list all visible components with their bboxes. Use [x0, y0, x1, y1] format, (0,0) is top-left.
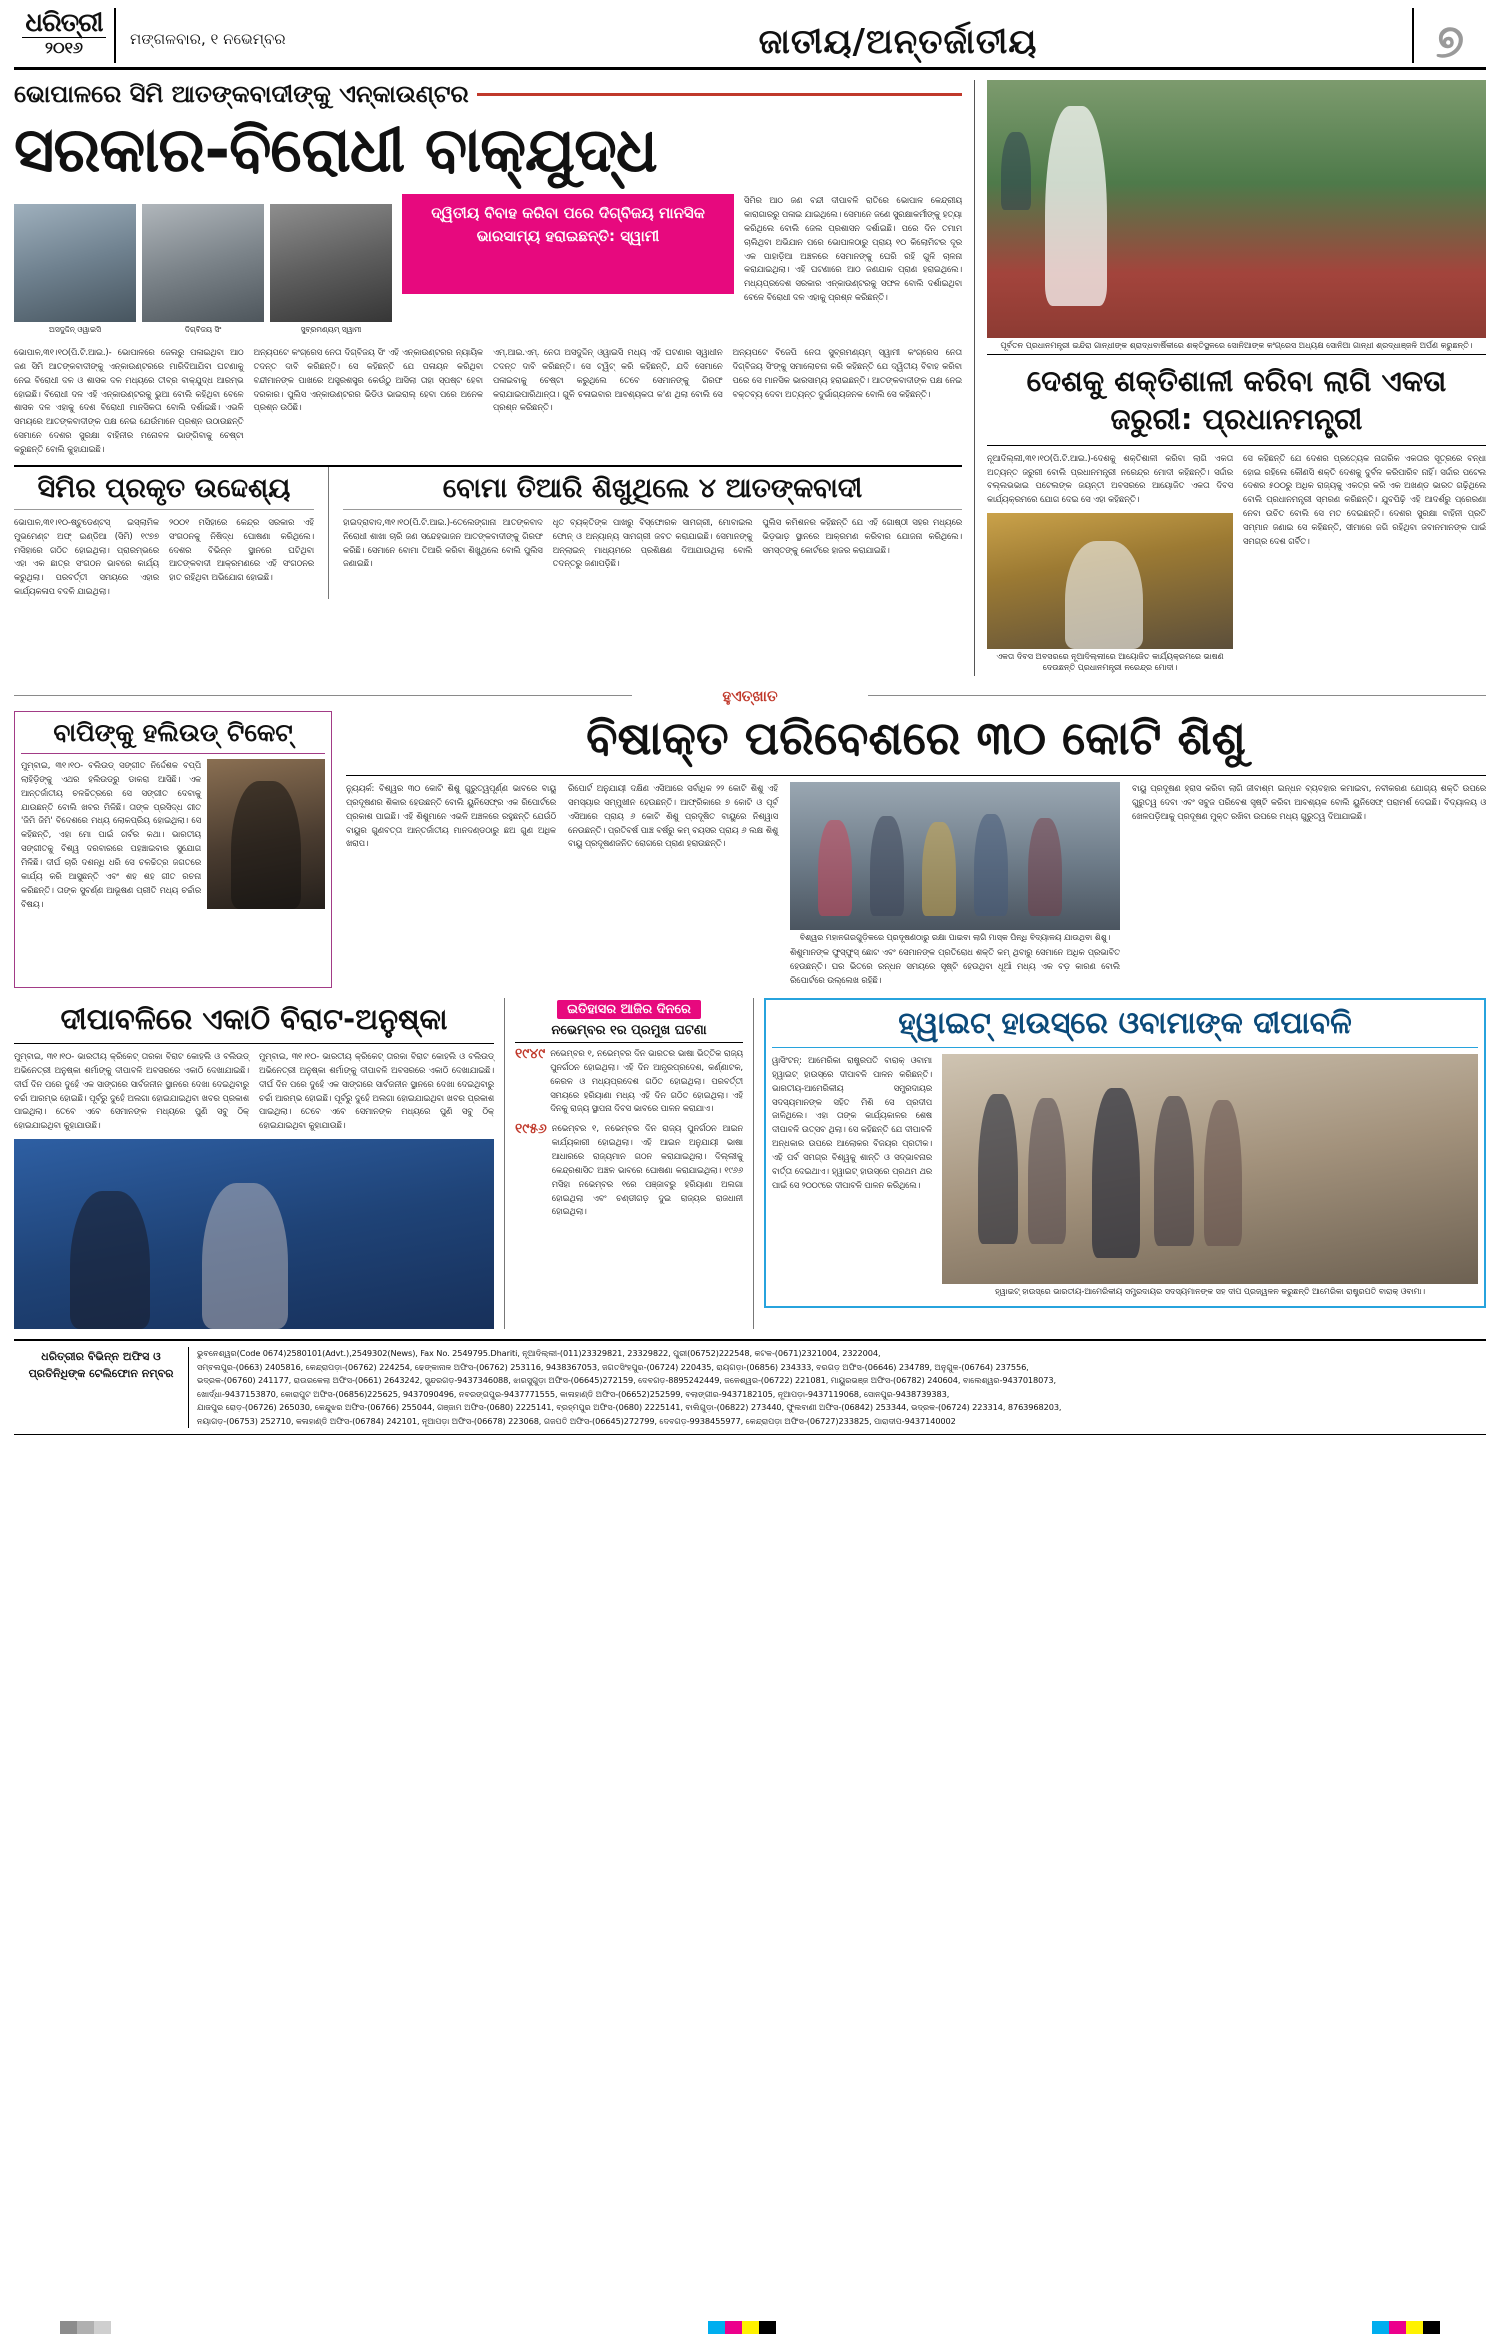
lead-mid-column: ସିମିର ଆଠ ଜଣ ବନ୍ଦୀ ଦୀପାବଳି ରାତିରେ ଭୋପାଳ କେନ୍ଦ୍ରୀୟ କାରାଗାରରୁ ପଳାଇ ଯାଇଥିଲେ। ସେମାନେ ଜଣେ ସୁରକ୍ଷାକର୍ମୀଙ୍କୁ ହତ୍ୟା କରିଥିଲେ ବୋଲି ଜେଲ ପ୍ରଶାସନ ଦର୍ଶାଇଛି। ପରେ ଦିନ ତମାମ ଚାଲିଥିବା ଅଭିଯାନ ପରେ ଭୋପାଳଠାରୁ ପ୍ରାୟ ୧୦ କିଲୋମିଟର ଦୂର ଏକ ପାହାଡ଼ିଆ ଅଞ୍ଚଳରେ ସେମାନଙ୍କୁ ଘେରି ରହି ଗୁଳି ଚାଳନା କରାଯାଇଥିଲା। ଏହି ଘଟଣାରେ ଆଠ ଜଣଯାକ ପ୍ରାଣ ହରାଇଥିଲେ। ମଧ୍ୟପ୍ରଦେଶ ସରକାର ଏନ୍‌କାଉଣ୍ଟରକୁ ସଫଳ ବୋଲି ଦର୍ଶାଇଥିବା ବେଳେ ବିରୋଧୀ ଦଳ ଏହାକୁ ପ୍ରଶ୍ନ କରିଛନ୍ତି।	[744, 195, 962, 303]
portrait-trio	[14, 204, 392, 338]
lead-kicker: ଭୋପାଳରେ ସିମି ଆତଙ୍କବାଦୀଙ୍କୁ ଏନ୍‌କାଉଣ୍ଟର	[14, 80, 469, 108]
subsection-columns	[343, 516, 962, 571]
virat-rule	[14, 1043, 494, 1044]
subsection-column-1: ହାଇଦ୍ରାବାଦ,୩୧।୧୦(ପି.ଟି.ଆଇ.)-ତେଲେଙ୍ଗାନା ଆତଙ୍କବାଦ ନିରୋଧୀ ଶାଖା ଚାରି ଜଣ ସନ୍ଦେହଭାଜନ ଆତଙ୍କବାଦୀଙ୍କୁ ଗିରଫ କରିଛି। ସେମାନେ ବୋମା ତିଆରି କରିବା ଶିଖୁଥିଲେ ବୋଲି ପୁଲିସ ଜଣାଇଛି।	[343, 516, 543, 569]
subsection-rule	[343, 509, 962, 510]
right-divider-2	[987, 445, 1486, 446]
history-item	[515, 1122, 743, 1219]
subsection-simi	[14, 467, 314, 599]
photo-caption: ସୁବ୍ରମଣ୍ୟମ୍‌ ସ୍ୱାମୀ	[300, 325, 362, 335]
virat-body	[14, 1050, 494, 1133]
history-badge-label: ଇତିହାସର ଆଜିର ଦିନରେ	[557, 1000, 701, 1019]
children-masks-photo	[790, 782, 1120, 930]
virat-text: ମୁମ୍ବାଇ, ୩୧।୧୦- ଭାରତୀୟ କ୍ରିକେଟ୍‌ ତାରକା ବିରାଟ କୋହଲି ଓ ବଲିଉଡ୍‌ ଅଭିନେତ୍ରୀ ଅନୁଷ୍କା ଶର୍ମାଙ୍କୁ ଦୀପାବଳି ଅବସରରେ ଏକାଠି ଦେଖାଯାଇଛି। ଦୀର୍ଘ ଦିନ ପରେ ଦୁହେଁ ଏକ ସାଙ୍ଗରେ ସାର୍ବଜନୀନ ସ୍ଥାନରେ ଦେଖା ଦେଇଥିବାରୁ ଚର୍ଚ୍ଚା ଆରମ୍ଭ ହୋଇଛି। ପୂର୍ବରୁ ଦୁହେଁ ଅଲଗା ହୋଇଯାଇଥିବା ଖବର ପ୍ରକାଶ ପାଇଥିଲା। ତେବେ ଏବେ ସେମାନଙ୍କ ମଧ୍ୟରେ ପୁଣି ସବୁ ଠିକ୍‌ ହୋଇଯାଇଥିବା କୁହାଯାଉଛି।	[14, 1050, 249, 1131]
lead-left-column	[14, 80, 974, 676]
subsection-column-2: ଧୃତ ବ୍ୟକ୍ତିଙ୍କ ପାଖରୁ ବିସ୍ଫୋରକ ସାମଗ୍ରୀ, ମୋବାଇଲ ଫୋନ୍‌ ଓ ଅନ୍ୟାନ୍ୟ ସାମଗ୍ରୀ ଜବତ କରାଯାଇଛି। ସେମାନଙ୍କୁ ଅନ୍‌ଲାଇନ୍‌ ମାଧ୍ୟମରେ ପ୍ରଶିକ୍ଷଣ ଦିଆଯାଉଥିଲା ବୋଲି ତଦନ୍ତରୁ ଜଣାପଡ଼ିଛି।	[552, 516, 753, 569]
footer-line: ଭଦ୍ରକ-(06760) 241177, ରାଉରକେଲା ଅଫିସ-(0661) 2643242, ସୁନ୍ଦରଗଡ଼-9437346088, ଝାରସୁଗୁଡ଼ା ଅଫିସ-(06645)272159, ଦେବଗଡ଼-8895242449, ଜଳେଶ୍ୱର-(06722) 221081, ମାୟୁରଭଞ୍ଜ ଅଫିସ-(06782) 240604, ବାଲେଶ୍ୱର-9437018073,	[197, 1375, 1056, 1386]
color-swatch	[77, 2321, 94, 2334]
right-headline: ଦେଶକୁ ଶକ୍ତିଶାଳୀ କରିବା ଲାଗି ଏକତା ଜରୁରୀ: ପ୍ରଧାନମନ୍ତ୍ରୀ	[1026, 364, 1447, 437]
bappi-photo-wrap	[207, 759, 325, 911]
contact-footer	[14, 1339, 1486, 1435]
subsection-column-1: ଭୋପାଳ,୩୧।୧୦-ଷ୍ଟୁଡେଣ୍ଟସ୍‌ ଇସ୍‌ଲାମିକ ମୁଭମେଣ୍ଟ ଅଫ୍‌ ଇଣ୍ଡିଆ (ସିମି) ୧୯୭୭ ମସିହାରେ ଗଠିତ ହୋଇଥିଲା। ପ୍ରାରମ୍ଭରେ ଏହା ଏକ ଛାତ୍ର ସଂଗଠନ ଭାବରେ କାର୍ଯ୍ୟ କରୁଥିଲା। ପରବର୍ତ୍ତୀ ସମୟରେ ଏହାର କାର୍ଯ୍ୟକଳାପ ବଦଳି ଯାଇଥିଲା।	[14, 516, 159, 597]
publication-logo	[14, 8, 114, 63]
pollution-column-1: ନ୍ୟୁୟର୍କ: ବିଶ୍ୱର ୩୦ କୋଟି ଶିଶୁ ଗୁରୁତ୍ୱପୂର୍ଣ୍ଣ ଭାବରେ ବାୟୁ ପ୍ରଦୂଷଣର ଶିକାର ହେଉଛନ୍ତି ବୋଲି ୟୁନିସେଫ୍‌ର ଏକ ରିପୋର୍ଟରେ ପ୍ରକାଶ ପାଇଛି। ଏହି ଶିଶୁମାନେ ଏଭଳି ଅଞ୍ଚଳରେ ରହୁଛନ୍ତି ଯେଉଁଠି ବାୟୁର ଗୁଣବତ୍ତା ଆନ୍ତର୍ଜାତୀୟ ମାନଦଣ୍ଡଠାରୁ ଛଅ ଗୁଣ ଅଧିକ ଖରାପ।	[346, 782, 556, 849]
color-swatch	[1389, 2321, 1406, 2334]
pollution-column-4: ବାୟୁ ପ୍ରଦୂଷଣ ହ୍ରାସ କରିବା ଲାଗି ଜୀବାଶ୍ମ ଇନ୍ଧନ ବ୍ୟବହାର କମାଇବା, ନବୀକରଣ ଯୋଗ୍ୟ ଶକ୍ତି ଉପରେ ଗୁରୁତ୍ୱ ଦେବା ଏବଂ ସବୁଜ ପରିବେଶ ସୃଷ୍ଟି କରିବା ଆବଶ୍ୟକ ବୋଲି ୟୁନିସେଫ୍‌ ପରାମର୍ଶ ଦେଇଛି। ବିଦ୍ୟାଳୟ ଓ ଖେଳପଡ଼ିଆକୁ ପ୍ରଦୂଷଣ ମୁକ୍ତ ରଖିବା ଉପରେ ମଧ୍ୟ ଗୁରୁତ୍ୱ ଦିଆଯାଇଛି।	[1132, 782, 1486, 821]
footer-line: ଖୋର୍ଦ୍ଧା-9437153870, କୋରାପୁଟ ଅଫିସ-(06856)225625, 9437090496, ନବରଙ୍ଗପୁର-9437771555, କାଳାହାଣ୍ଡି ଅଫିସ-(06652)252599, ବଲାଙ୍ଗୀର-9437182105, ନୂଆପଡ଼ା-9437119068, ସୋନପୁର-9438739383,	[197, 1388, 950, 1399]
bappi-headline: ବାପିଙ୍କୁ ହଲିଉଡ୍‌ ଟିକେଟ୍‌	[21, 718, 325, 754]
pullquote-wrap	[402, 194, 734, 338]
subsection-headline: ସିମିର ପ୍ରକୃତ ଉଦ୍ଦେଶ୍ୟ	[37, 472, 291, 504]
pollution-headline: ବିଷାକ୍ତ ପରିବେଶରେ ୩୦ କୋଟି ଶିଶୁ	[586, 710, 1246, 765]
obama-headline: ହ୍ୱାଇଟ୍‌ ହାଉସ୍‌ରେ ଓବାମାଙ୍କ ଦୀପାବଳି	[772, 1006, 1478, 1048]
logo-year: ୨୦୧୬	[45, 38, 83, 57]
footer-contacts	[189, 1347, 1486, 1428]
subsections-row	[14, 467, 962, 599]
pollution-column-2: ରିପୋର୍ଟ ଅନୁଯାୟୀ ଦକ୍ଷିଣ ଏସିଆରେ ସର୍ବାଧିକ ୨୨ କୋଟି ଶିଶୁ ଏହି ସମସ୍ୟାର ସମ୍ମୁଖୀନ ହେଉଛନ୍ତି। ଆଫ୍ରିକାରେ ୭ କୋଟି ଓ ପୂର୍ବ ଏସିଆରେ ପ୍ରାୟ ୬ କୋଟି ଶିଶୁ ପ୍ରଦୂଷିତ ବାୟୁରେ ନିଶ୍ୱାସ ନେଉଛନ୍ତି। ପ୍ରତିବର୍ଷ ପାଞ୍ଚ ବର୍ଷରୁ କମ୍‌ ବୟସର ପ୍ରାୟ ୬ ଲକ୍ଷ ଶିଶୁ ବାୟୁ ପ୍ରଦୂଷଣଜନିତ ରୋଗରେ ପ୍ରାଣ ହରାଉଛନ୍ତି।	[568, 782, 778, 849]
history-text: ନଭେମ୍ବର ୧, ନଭେମ୍ବର ଦିନ ରାଜ୍ୟ ପୁନର୍ଗଠନ ଆଇନ କାର୍ଯ୍ୟକାରୀ ହୋଇଥିଲା। ଏହି ଆଇନ ଅନୁଯାୟୀ ଭାଷା ଆଧାରରେ ରାଜ୍ୟମାନ ଗଠନ କରାଯାଇଥିଲା। ଦିଲ୍ଲୀକୁ କେନ୍ଦ୍ରଶାସିତ ଅଞ୍ଚଳ ଭାବରେ ଘୋଷଣା କରାଯାଇଥିଲା। ୧୯୬୬ ମସିହା ନଭେମ୍ବର ୧ରେ ପଞ୍ଜାବରୁ ହରିୟାଣା ଅଲଗା ହୋଇଥିଲା ଏବଂ ଚଣ୍ଡୀଗଡ଼ ଦୁଇ ରାଜ୍ୟର ରାଜଧାନୀ ହୋଇଥିଲା।	[551, 1123, 743, 1217]
pollution-body	[346, 782, 1486, 988]
portrait-cell	[14, 204, 136, 338]
pollution-column-3: ଶିଶୁମାନଙ୍କ ଫୁସ୍‌ଫୁସ୍‌ ଛୋଟ ଏବଂ ସେମାନଙ୍କ ପ୍ରତିରୋଧ ଶକ୍ତି କମ୍‌ ଥିବାରୁ ସେମାନେ ଅଧିକ ପ୍ରଭାବିତ ହେଉଛନ୍ତି। ଘର ଭିତରେ ରନ୍ଧନ ସମୟରେ ସୃଷ୍ଟି ହେଉଥିବା ଧୂଆଁ ମଧ୍ୟ ଏକ ବଡ଼ କାରଣ ବୋଲି ରିପୋର୍ଟରେ ଉଲ୍ଲେଖ ରହିଛି।	[790, 947, 1120, 986]
footer-line: ଭୁବନେଶ୍ୱର(Code 0674)2580101(Advt.),2549302(News), Fax No. 2549795.Dhariti, ନୂଆଦିଲ୍ଲୀ-(011)23329821, 23329822, ପୁରୀ(06752)222548, କଟକ-(0671)2321004, 2322004,	[197, 1348, 881, 1359]
photo-caption: ପୂର୍ବତନ ପ୍ରଧାନମନ୍ତ୍ରୀ ଇନ୍ଦିରା ଗାନ୍ଧୀଙ୍କ ଶ୍ରାଦ୍ଧବାର୍ଷିକୀରେ ଶକ୍ତିସ୍ଥଳରେ ସୋନିଆଙ୍କ କଂଗ୍ରେସ ଅଧ୍ୟକ୍ଷ ସୋନିଆ ଗାନ୍ଧୀ ଶ୍ରଦ୍ଧାଞ୍ଜଳି ଅର୍ପଣ କରୁଛନ୍ତି।	[1000, 341, 1473, 350]
lead-story-section	[14, 80, 1486, 676]
color-swatch	[60, 2321, 77, 2334]
asaduddin-owaisi-photo	[14, 204, 136, 322]
pull-quote: ଦ୍ୱିତୀୟ ବିବାହ କରିବା ପରେ ଦିଗ୍‌ବିଜୟ ମାନସିକ ଭାରସାମ୍ୟ ହରାଇଛନ୍ତି: ସ୍ୱାମୀ	[402, 194, 734, 294]
subsection-column-3: ପୁଲିସ କମିଶନର କହିଛନ୍ତି ଯେ ଏହି ଗୋଷ୍ଠୀ ସହର ମଧ୍ୟରେ ଭିଡ଼ଭାଡ଼ ସ୍ଥାନରେ ଆକ୍ରମଣ କରିବାର ଯୋଜନା କରିଥିଲେ। ସମସ୍ତଙ୍କୁ କୋର୍ଟରେ ହାଜର କରାଯାଇଛି।	[762, 516, 963, 555]
photo-caption: ଏକତା ଦିବସ ଅବସରରେ ନୂଆଦିଲ୍ଲୀରେ ଆୟୋଜିତ କାର୍ଯ୍ୟକ୍ରମରେ ଭାଷଣ ଦେଉଛନ୍ତି ପ୍ରଧାନମନ୍ତ୍ରୀ ନରେନ୍ଦ୍ର ମୋଦୀ।	[996, 652, 1224, 672]
color-swatches-center	[708, 2321, 776, 2334]
logo-title: ଧରିତ୍ରୀ	[25, 8, 103, 38]
color-swatch	[725, 2321, 742, 2334]
sonia-gandhi-shaktisthal-photo	[987, 80, 1486, 338]
subsection-bomb	[328, 467, 962, 599]
history-subtitle: ନଭେମ୍ବର ୧ର ପ୍ରମୁଖ ଘଟଣା	[515, 1023, 743, 1043]
masthead	[14, 8, 1486, 70]
page-title: ଜାତୀୟ/ଅନ୍ତର୍ଜାତୀୟ	[758, 22, 1038, 62]
lead-headline: ସରକାର-ବିରୋଧୀ ବାକ୍‌ଯୁଦ୍ଧ	[14, 113, 657, 186]
virat-anushka-story	[14, 998, 504, 1329]
footer-line: ସମ୍ବଲପୁର-(0663) 2405816, କେନ୍ଦ୍ରାପଡ଼ା-(06762) 224254, ଢେଙ୍କାନାଳ ଅଫିସ-(06762) 253116, 9438367053, ଜଗତସିଂହପୁର-(06724) 220435, ରାୟଗଡ଼ା-(06856) 234333, ବରଗଡ଼ ଅଫିସ-(06646) 234789, ଅନୁଗୁଳ-(06764) 237556,	[197, 1361, 1029, 1372]
photo-caption: ଦିଗ୍‌ବିଜୟ ସିଂ	[184, 325, 222, 335]
obama-story	[764, 998, 1486, 1308]
section-banner	[14, 686, 1486, 705]
obama-photo-wrap	[942, 1054, 1478, 1300]
middle-section	[14, 711, 1486, 988]
pollution-story	[332, 711, 1486, 988]
history-year: ୧୯୫୬	[515, 1121, 547, 1138]
lead-column-4: ଅନ୍ୟପଟେ ବିଜେପି ନେତା ସୁବ୍ରମଣ୍ୟମ୍‌ ସ୍ୱାମୀ କଂଗ୍ରେସ ନେତା ଦିଗ୍‌ବିଜୟ ସିଂଙ୍କୁ ସମାଲୋଚନା କରି କହିଛନ୍ତି ଯେ ଦ୍ୱିତୀୟ ବିବାହ କରିବା ପରେ ସେ ମାନସିକ ଭାରସାମ୍ୟ ହରାଇଛନ୍ତି। ଆତଙ୍କବାଦୀଙ୍କ ପକ୍ଷ ନେଇ ବକ୍ତବ୍ୟ ଦେବା ଅତ୍ୟନ୍ତ ଦୁର୍ଭାଗ୍ୟଜନକ ବୋଲି ସେ କହିଛନ୍ତି।	[732, 346, 962, 399]
pollution-rule	[346, 775, 1486, 776]
lead-kicker-row	[14, 80, 962, 108]
bappi-text: ମୁମ୍ବାଇ, ୩୧।୧୦- ବଲିଉଡ୍‌ ସଙ୍ଗୀତ ନିର୍ଦ୍ଦେଶକ ବପ୍ପି ଲାହିଡ଼ିଙ୍କୁ ଏଥର ହଲିଉଡ୍‌ରୁ ଡାକରା ଆସିଛି। ଏକ ଆନ୍ତର୍ଜାତୀୟ ଚଳଚ୍ଚିତ୍ରରେ ସେ ସଙ୍ଗୀତ ଦେବାକୁ ଯାଉଛନ୍ତି ବୋଲି ଖବର ମିଳିଛି। ତାଙ୍କ ପ୍ରସିଦ୍ଧ ଗୀତ 'ଜିମି ଜିମି' ବିଦେଶରେ ମଧ୍ୟ ଲୋକପ୍ରିୟ ହୋଇଥିଲା। ସେ କହିଛନ୍ତି, ଏହା ମୋ ପାଇଁ ଗର୍ବର କଥା। ଭାରତୀୟ ସଙ୍ଗୀତକୁ ବିଶ୍ୱ ଦରବାରରେ ପହଞ୍ଚାଇବାର ସୁଯୋଗ ମିଳିଛି। ଦୀର୍ଘ ଚାରି ଦଶନ୍ଧି ଧରି ସେ ଚଳଚ୍ଚିତ୍ର ଜଗତରେ କାର୍ଯ୍ୟ କରି ଆସୁଛନ୍ତି ଏବଂ ଶହ ଶହ ଗୀତ ରଚନା କରିଛନ୍ତି। ତାଙ୍କ ସୁବର୍ଣ୍ଣ ଆଭୂଷଣ ପ୍ରୀତି ମଧ୍ୟ ଚର୍ଚ୍ଚାର ବିଷୟ।	[21, 759, 201, 909]
lead-right-column	[974, 80, 1486, 676]
photo-caption: ଅସଦୁଦ୍ଦିନ୍‌ ଓୱାଇସି	[48, 325, 102, 335]
bappi-lahiri-photo	[207, 759, 325, 909]
footer-label: ଧରିତ୍ରୀର ବିଭିନ୍ନ ଅଫିସ ଓ ପ୍ରତିନିଧିଙ୍କ ଟେଲିଫୋନ ନମ୍ବର	[14, 1347, 189, 1428]
obama-diwali-photo	[942, 1054, 1478, 1284]
virat-text-2: ମୁମ୍ବାଇ, ୩୧।୧୦- ଭାରତୀୟ କ୍ରିକେଟ୍‌ ତାରକା ବିରାଟ କୋହଲି ଓ ବଲିଉଡ୍‌ ଅଭିନେତ୍ରୀ ଅନୁଷ୍କା ଶର୍ମାଙ୍କୁ ଦୀପାବଳି ଅବସରରେ ଏକାଠି ଦେଖାଯାଇଛି। ଦୀର୍ଘ ଦିନ ପରେ ଦୁହେଁ ଏକ ସାଙ୍ଗରେ ସାର୍ବଜନୀନ ସ୍ଥାନରେ ଦେଖା ଦେଇଥିବାରୁ ଚର୍ଚ୍ଚା ଆରମ୍ଭ ହୋଇଛି। ପୂର୍ବରୁ ଦୁହେଁ ଅଲଗା ହୋଇଯାଇଥିବା ଖବର ପ୍ରକାଶ ପାଇଥିଲା। ତେବେ ଏବେ ସେମାନଙ୍କ ମଧ୍ୟରେ ପୁଣି ସବୁ ଠିକ୍‌ ହୋଇଯାଇଥିବା କୁହାଯାଉଛି।	[259, 1050, 494, 1131]
portrait-cell	[142, 204, 264, 338]
color-swatch	[94, 2321, 111, 2334]
lead-columns	[14, 346, 962, 457]
color-swatch	[1406, 2321, 1423, 2334]
bappi-story	[14, 711, 332, 988]
obama-text: ୱାସିଂଟନ୍‌: ଆମେରିକା ରାଷ୍ଟ୍ରପତି ବାରାକ୍‌ ଓବାମା ହ୍ୱାଇଟ୍‌ ହାଉସ୍‌ରେ ଦୀପାବଳି ପାଳନ କରିଛନ୍ତି। ଭାରତୀୟ-ଆମେରିକୀୟ ସମ୍ପ୍ରଦାୟର ସଦସ୍ୟମାନଙ୍କ ସହିତ ମିଶି ସେ ପ୍ରଦୀପ ଜାଳିଥିଲେ। ଏହା ତାଙ୍କ କାର୍ଯ୍ୟକାଳର ଶେଷ ଦୀପାବଳି ଉତ୍ସବ ଥିଲା। ସେ କହିଛନ୍ତି ଯେ ଦୀପାବଳି ଅନ୍ଧକାର ଉପରେ ଆଲୋକର ବିଜୟର ପ୍ରତୀକ। ଏହି ପର୍ବ ସମଗ୍ର ବିଶ୍ୱକୁ ଶାନ୍ତି ଓ ସଦ୍‌ଭାବନାର ବାର୍ତ୍ତା ଦେଇଥାଏ। ହ୍ୱାଇଟ୍‌ ହାଉସ୍‌ରେ ପ୍ରଥମ ଥର ପାଇଁ ସେ ୨୦୦୯ରେ ଦୀପାବଳି ପାଳନ କରିଥିଲେ।	[772, 1054, 932, 1190]
history-column	[504, 998, 754, 1329]
history-text: ନଭେମ୍ବର ୧, ନଭେମ୍ବର ଦିନ ଭାରତର ଭାଷା ଭିତ୍ତିକ ରାଜ୍ୟ ପୁନର୍ଗଠନ ହୋଇଥିଲା। ଏହି ଦିନ ଆନ୍ଧ୍ରପ୍ରଦେଶ, କର୍ଣ୍ଣାଟକ, କେରଳ ଓ ମଧ୍ୟପ୍ରଦେଶ ଗଠିତ ହୋଇଥିଲା। ପରବର୍ତ୍ତୀ ସମୟରେ ହରିୟାଣା ମଧ୍ୟ ଏହି ଦିନ ଗଠିତ ହୋଇଥିଲା। ଏହି ଦିନକୁ ରାଜ୍ୟ ସ୍ଥାପନା ଦିବସ ଭାବରେ ପାଳନ କରାଯାଏ।	[550, 1047, 743, 1114]
photo-caption: ହ୍ୱାଇଟ୍‌ ହାଉସ୍‌ରେ ଭାରତୀୟ-ଆମେରିକୀୟ ସମ୍ପ୍ରଦାୟର ସଦସ୍ୟମାନଙ୍କ ସହ ଦୀପ ପ୍ରଜ୍ୱଳନ କରୁଛନ୍ତି ଆମେରିକା ରାଷ୍ଟ୍ରପତି ବାରାକ୍‌ ଓବାମା।	[994, 1286, 1426, 1296]
history-year: ୧୯୪୯	[515, 1045, 546, 1062]
pollution-photo-wrap	[790, 782, 1120, 988]
color-swatches-right	[1372, 2321, 1440, 2334]
color-swatch	[1372, 2321, 1389, 2334]
digvijay-singh-photo	[142, 204, 264, 322]
obama-story-wrap	[754, 998, 1486, 1329]
right-column-1: ନୂଆଦିଲ୍ଲୀ,୩୧।୧୦(ପି.ଟି.ଆଇ.)-ଦେଶକୁ ଶକ୍ତିଶାଳୀ କରିବା ଲାଗି ଏକତା ଅତ୍ୟନ୍ତ ଜରୁରୀ ବୋଲି ପ୍ରଧାନମନ୍ତ୍ରୀ ନରେନ୍ଦ୍ର ମୋଦୀ କହିଛନ୍ତି। ସର୍ଦ୍ଦାର ବଲ୍ଲଭଭାଇ ପଟେଲଙ୍କ ଜୟନ୍ତୀ ଅବସରରେ ଆୟୋଜିତ ଏକତା ଦିବସ କାର୍ଯ୍ୟକ୍ରମରେ ଯୋଗ ଦେଇ ସେ ଏହା କହିଛନ୍ତି।	[987, 452, 1233, 505]
virat-headline: ଦୀପାବଳିରେ ଏକାଠି ବିରାଟ-ଅନୁଷ୍କା	[60, 1001, 448, 1036]
color-swatches-left	[60, 2321, 111, 2334]
right-left-stack	[987, 452, 1233, 676]
subsection-column-2: ୨୦୦୧ ମସିହାରେ କେନ୍ଦ୍ର ସରକାର ଏହି ସଂଗଠନକୁ ନିଷିଦ୍ଧ ଘୋଷଣା କରିଥିଲେ। ଦେଶର ବିଭିନ୍ନ ସ୍ଥାନରେ ଘଟିଥିବା ଆତଙ୍କବାଦୀ ଆକ୍ରମଣରେ ଏହି ସଂଗଠନର ହାତ ରହିଥିବା ଅଭିଯୋଗ ହୋଇଛି।	[169, 516, 314, 583]
footer-line: ଯାଜପୁର ରୋଡ଼-(06726) 265030, କେନ୍ଦୁଝର ଅଫିସ-(06766) 255044, ଗଞ୍ଜାମ ଅଫିସ-(0680) 2225141, ବ୍ରହ୍ମପୁର ଅଫିସ-(0680) 2225141, ବାଲିଗୁଡ଼ା-(06822) 273440, ଫୁଲବାଣୀ ଅଫିସ-(06842) 253344, ଭଦ୍ରକ-(06724) 223314, 8763968203,	[197, 1402, 1062, 1413]
right-column-2: ସେ କହିଛନ୍ତି ଯେ ଦେଶର ପ୍ରତ୍ୟେକ ନାଗରିକ ଏକତାର ସୂତ୍ରରେ ବନ୍ଧା ହୋଇ ରହିଲେ କୌଣସି ଶକ୍ତି ଦେଶକୁ ଦୁର୍ବଳ କରିପାରିବ ନାହିଁ। ସର୍ଦ୍ଦାର ପଟେଲ ଦେଶର ୫୦୦ରୁ ଅଧିକ ରାଜ୍ୟକୁ ଏକତ୍ର କରି ଏକ ଅଖଣ୍ଡ ଭାରତ ଗଢ଼ିଥିଲେ ବୋଲି ପ୍ରଧାନମନ୍ତ୍ରୀ ସ୍ମରଣ କରିଛନ୍ତି। ଯୁବପିଢ଼ି ଏହି ଆଦର୍ଶରୁ ପ୍ରେରଣା ନେବା ଉଚିତ ବୋଲି ସେ ମତ ଦେଇଛନ୍ତି। ଦେଶର ସୁରକ୍ଷା ବାହିନୀ ପ୍ରତି ସମ୍ମାନ ଜଣାଇ ସେ କହିଛନ୍ତି, ସୀମାରେ ଜଗି ରହିଥିବା ଜବାନମାନଙ୍କ ପାଇଁ ସମଗ୍ର ଦେଶ ଗର୍ବିତ।	[1243, 452, 1486, 546]
subsection-columns	[14, 516, 314, 599]
color-swatch	[742, 2321, 759, 2334]
history-badge	[515, 998, 743, 1019]
subramanian-swamy-photo	[270, 204, 392, 322]
virat-anushka-photo	[14, 1139, 494, 1329]
subsection-headline: ବୋମା ତିଆରି ଶିଖୁଥିଲେ ୪ ଆତଙ୍କବାଦୀ	[442, 472, 863, 504]
color-swatch	[708, 2321, 725, 2334]
lead-column-1: ଭୋପାଳ,୩୧।୧୦(ପି.ଟି.ଆଇ.)- ଭୋପାଳରେ ଜେଲରୁ ପଳାଇଥିବା ଆଠ ଜଣ ସିମି ଆତଙ୍କବାଦୀଙ୍କୁ ଏନ୍‌କାଉଣ୍ଟରରେ ମାରିଦିଆଯିବା ଘଟଣାକୁ ନେଇ ବିରୋଧୀ ଦଳ ଓ ଶାସକ ଦଳ ମଧ୍ୟରେ ତୀବ୍ର ବାକ୍‌ଯୁଦ୍ଧ ଆରମ୍ଭ ହୋଇଛି। ବିରୋଧୀ ଦଳ ଏହି ଏନ୍‌କାଉଣ୍ଟରକୁ ଭୁଆ ବୋଲି କହିଥିବା ବେଳେ ଶାସକ ଦଳ ଏହାକୁ ଦେଶ ବିରୋଧୀ ମାନସିକତା ବୋଲି ଦର୍ଶାଇଛି। ଏଭଳି ସମୟରେ ଆତଙ୍କବାଦୀଙ୍କ ପକ୍ଷ ନେଇ ଯେଉଁମାନେ ପ୍ରଶ୍ନ ଉଠାଉଛନ୍ତି ସେମାନେ ଦେଶର ସୁରକ୍ଷା ବାହିନୀର ମନୋବଳ ଭାଙ୍ଗିବାକୁ ଚେଷ୍ଟା କରୁଛନ୍ତି ବୋଲି କୁହାଯାଇଛି।	[14, 346, 244, 454]
bottom-section	[14, 998, 1486, 1329]
right-body	[987, 452, 1486, 676]
lead-media-row	[14, 194, 962, 338]
history-item	[515, 1047, 743, 1116]
subsection-rule	[14, 509, 314, 510]
issue-date: ମଙ୍ଗଳବାର, ୧ ନଭେମ୍ବର	[114, 8, 384, 63]
photo-caption: ବିଶ୍ୱର ମହାନଗରଗୁଡ଼ିକରେ ପ୍ରଦୂଷଣଠାରୁ ରକ୍ଷା ପାଇବା ଲାଗି ମାସ୍କ ପିନ୍ଧି ବିଦ୍ୟାଳୟ ଯାଉଥିବା ଶିଶୁ।	[799, 932, 1111, 942]
kicker-rule	[477, 93, 962, 96]
footer-line: ନୟାଗଡ଼-(06753) 252710, କଳାହାଣ୍ଡି ଅଫିସ-(06784) 242101, ନୂଆପଡ଼ା ଅଫିସ-(06678) 223068, ଗଜପତି ଅଫିସ-(06645)272799, ଦେବଗଡ଼-9938455977, କେନ୍ଦ୍ରାପଡ଼ା ଅଫିସ-(06727)233825, ପାରାଦୀପ-9437140002	[197, 1415, 956, 1426]
lead-column-2: ଅନ୍ୟପଟେ କଂଗ୍ରେସ ନେତା ଦିଗ୍‌ବିଜୟ ସିଂ ଏହି ଏନ୍‌କାଉଣ୍ଟରର ନ୍ୟାୟିକ ତଦନ୍ତ ଦାବି କରିଛନ୍ତି। ସେ କହିଛନ୍ତି ଯେ ପଳାୟନ କରିଥିବା ବନ୍ଦୀମାନଙ୍କ ପାଖରେ ଅସ୍ତ୍ରଶସ୍ତ୍ର କେଉଁଠୁ ଆସିଲା ତାହା ସ୍ପଷ୍ଟ ହେବା ଦରକାର। ପୁଲିସ ଏନ୍‌କାଉଣ୍ଟରର ଭିଡିଓ ଭାଇରାଲ୍‌ ହେବା ପରେ ଅନେକ ପ୍ରଶ୍ନ ଉଠିଛି।	[253, 346, 483, 413]
lead-mid-column-wrap	[744, 194, 962, 338]
color-swatch	[1423, 2321, 1440, 2334]
portrait-cell	[270, 204, 392, 338]
banner-label: ହୁଏତ୍‌ଖାତ	[710, 687, 789, 705]
printer-color-bar	[0, 2321, 1500, 2334]
obama-body	[772, 1054, 1478, 1300]
color-swatch	[759, 2321, 776, 2334]
page-number: ୭	[1412, 8, 1486, 63]
bappi-body	[21, 759, 325, 911]
lead-column-3: ଏମ୍‌.ଆଇ.ଏମ୍‌. ନେତା ଅସଦୁଦ୍ଦିନ୍‌ ଓୱାଇସି ମଧ୍ୟ ଏହି ଘଟଣାର ସ୍ୱାଧୀନ ତଦନ୍ତ ଦାବି କରିଛନ୍ତି। ସେ ଟ୍ୱିଟ୍‌ କରି କହିଛନ୍ତି, ଯଦି ସେମାନେ ପଳାଇବାକୁ ଚେଷ୍ଟା କରୁଥିଲେ ତେବେ ସେମାନଙ୍କୁ ଗିରଫ କରାଯାଇପାରିଥାନ୍ତା। ଗୁଳି ଚଳାଇବାର ଆବଶ୍ୟକତା କ'ଣ ଥିଲା ବୋଲି ସେ ପ୍ରଶ୍ନ କରିଛନ୍ତି।	[493, 346, 723, 413]
narendra-modi-photo	[987, 513, 1233, 649]
